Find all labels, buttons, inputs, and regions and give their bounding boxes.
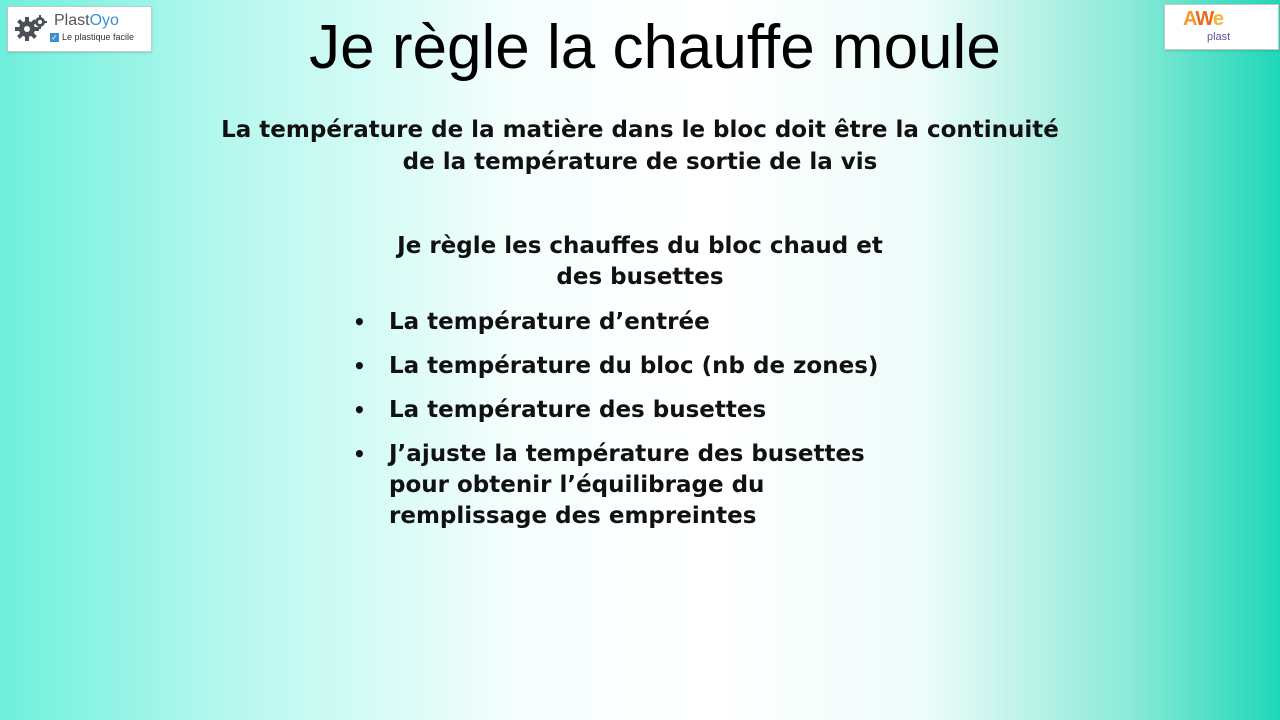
bullet-item — [349, 395, 989, 426]
bullet-dot-icon: • — [353, 354, 366, 378]
slide-subtitle — [140, 114, 1140, 178]
bullet-text: La température du bloc (nb de zones) — [389, 353, 879, 379]
bullet-item — [349, 351, 989, 382]
subtitle-line: de la température de sortie de la vis — [402, 149, 878, 175]
bullet-text: La température des busettes — [389, 397, 767, 423]
awe-subtext: plast — [1207, 31, 1231, 43]
bullet-text: J’ajuste la température des busettes — [389, 441, 865, 467]
section-heading — [350, 231, 930, 293]
bullet-item — [349, 307, 989, 338]
bullet-text: remplissage des empreintes — [389, 503, 757, 529]
slide-title: Je règle la chauffe moule — [309, 13, 1001, 82]
plastoyo-tagline: ✓ Le plastique facile — [51, 32, 135, 42]
checkbox-icon: ✓ — [51, 32, 58, 42]
bullet-text: La température d’entrée — [389, 309, 710, 335]
bullet-dot-icon: • — [353, 310, 366, 334]
bullet-item — [349, 439, 989, 532]
awe-wordmark: AWe — [1183, 8, 1223, 30]
heading-line: des busettes — [556, 264, 724, 290]
bullet-text: pour obtenir l’équilibrage du — [389, 472, 765, 498]
bullet-dot-icon: • — [353, 442, 366, 466]
bullet-list — [349, 307, 989, 545]
subtitle-line: La température de la matière dans le bloc doit être la continuité — [221, 117, 1059, 143]
heading-line: Je règle les chauffes du bloc chaud et — [397, 233, 883, 259]
bullet-dot-icon: • — [353, 398, 366, 422]
plastoyo-wordmark: PlastOyo — [54, 12, 119, 29]
